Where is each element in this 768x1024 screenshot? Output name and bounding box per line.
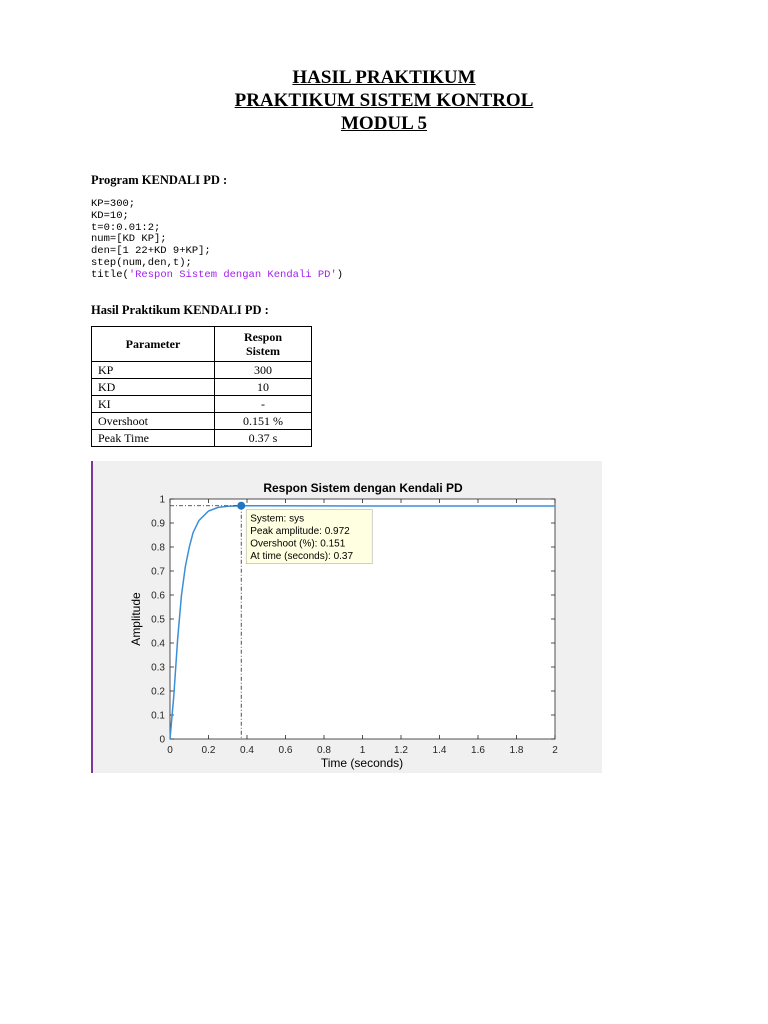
program-heading: Program KENDALI PD : (91, 173, 228, 187)
code-title-prefix: title( (91, 268, 129, 281)
datatip-line: Peak amplitude: 0.972 (250, 526, 350, 538)
y-tick-label: 1 (159, 494, 165, 506)
column-header-respon-text: Respon Sistem (243, 330, 282, 358)
y-tick-label: 0.2 (151, 686, 165, 698)
table-row (92, 396, 312, 413)
step-response-chart (93, 461, 602, 773)
row-label: KP (92, 362, 215, 379)
row-value: 0.37 s (215, 430, 312, 447)
datatip-line: At time (seconds): 0.37 (250, 550, 354, 562)
row-value: 0.151 % (215, 413, 312, 430)
y-tick-label: 0.1 (151, 710, 165, 722)
row-value: 300 (215, 362, 312, 379)
table-header-row (92, 327, 312, 362)
row-value: - (215, 396, 312, 413)
datatip-line: Overshoot (%): 0.151 (250, 538, 346, 550)
x-tick-label: 1.8 (509, 745, 524, 756)
column-header-respon (215, 327, 312, 362)
table-row (92, 430, 312, 447)
y-tick-label: 0.5 (151, 614, 165, 626)
chart-title: Respon Sistem dengan Kendali PD (263, 481, 463, 495)
results-table (91, 326, 312, 447)
code-line: num=[KD KP]; (91, 233, 167, 246)
y-tick-label: 0 (159, 734, 165, 746)
x-tick-label: 0.6 (278, 745, 293, 756)
datatip-line: System: sys (250, 513, 305, 525)
row-label: Overshoot (92, 413, 215, 430)
code-line: KD=10; (91, 209, 129, 222)
x-tick-label: 1 (359, 745, 366, 756)
doc-title-3: MODUL 5 (340, 113, 428, 134)
x-tick-label: 0.8 (317, 745, 331, 756)
x-axis-title: Time (seconds) (320, 756, 404, 770)
code-line: den=[1 22+KD 9+KP]; (91, 245, 211, 258)
x-tick-label: 0.2 (201, 745, 216, 756)
x-tick-label: 2 (552, 745, 558, 756)
y-tick-label: 0.7 (151, 566, 165, 578)
y-tick-label: 0.4 (151, 638, 165, 650)
doc-title-1: HASIL PRAKTIKUM (292, 67, 476, 88)
step-response-figure (91, 461, 602, 773)
x-tick-label: 0 (167, 745, 173, 756)
x-tick-label: 0.4 (240, 745, 254, 756)
row-label: Peak Time (92, 430, 215, 447)
code-title-string: 'Respon Sistem dengan Kendali PD' (128, 268, 337, 281)
y-tick-label: 0.9 (151, 518, 165, 530)
code-line: t=0:0.01:2; (91, 221, 161, 234)
y-tick-label: 0.6 (151, 590, 165, 602)
y-axis-title: Amplitude (129, 592, 143, 646)
code-line: KP=300; (91, 198, 136, 210)
row-value: 10 (215, 379, 312, 396)
row-label: KI (92, 396, 215, 413)
column-header-parameter: Parameter (92, 327, 215, 362)
x-tick-label: 1.6 (471, 745, 485, 756)
y-tick-label: 0.8 (151, 542, 165, 554)
table-row (92, 362, 312, 379)
results-heading: Hasil Praktikum KENDALI PD : (91, 303, 269, 317)
x-tick-label: 1.4 (432, 745, 447, 756)
y-tick-label: 0.3 (151, 662, 165, 674)
table-row (92, 379, 312, 396)
peak-marker (238, 502, 245, 509)
code-title-suffix: ) (336, 268, 344, 281)
code-line: step(num,den,t); (91, 256, 192, 269)
code-block (91, 199, 343, 282)
row-label: KD (92, 379, 215, 396)
x-tick-label: 1.2 (394, 745, 408, 756)
table-row (92, 413, 312, 430)
doc-title-2: PRAKTIKUM SISTEM KONTROL (234, 90, 534, 111)
